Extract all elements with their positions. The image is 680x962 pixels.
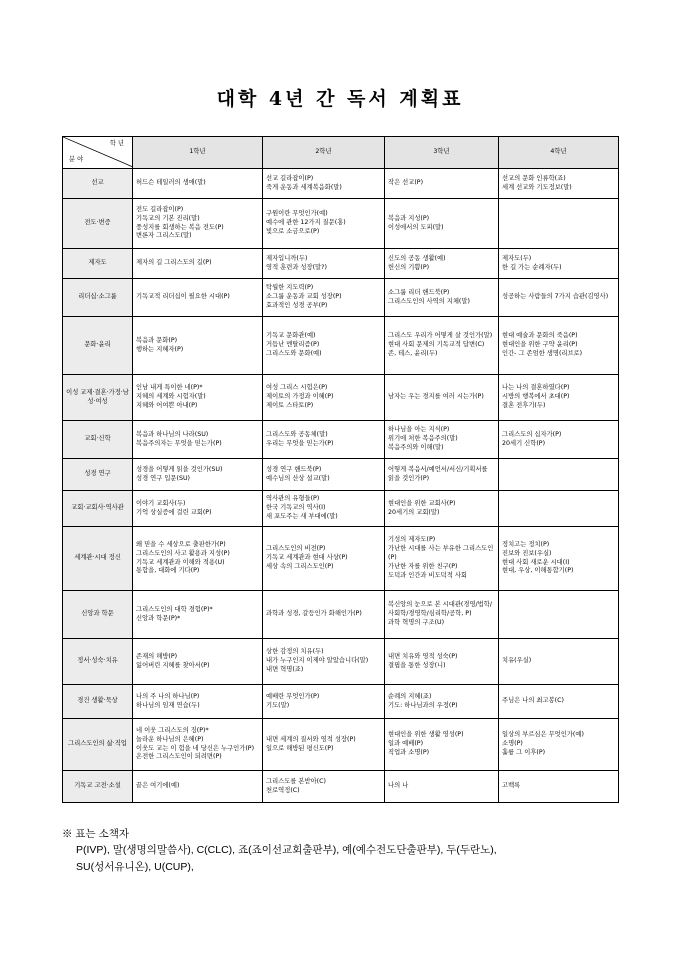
book-list-cell <box>133 421 263 459</box>
book-list-cell <box>133 317 263 375</box>
book-title: 존, 테스, 윤리(두) <box>388 349 438 357</box>
corner-header-cell <box>63 137 133 169</box>
book-list-cell <box>263 279 385 317</box>
book-list-cell <box>385 719 499 771</box>
book-list-cell <box>263 421 385 459</box>
book-title: 하나님을 아는 지식(P) <box>388 426 450 434</box>
book-title: 가난한 자를 위한 친구(P) <box>388 562 458 570</box>
book-title: 소그룹 리더 핸드북(P) <box>388 288 450 296</box>
book-title: 변론자 그리스도(말) <box>136 232 192 240</box>
book-title: 진보와 진보(우실) <box>502 549 552 557</box>
table-row <box>63 375 619 421</box>
book-title: 그리스도와 공동체(말) <box>266 430 328 438</box>
book-title: 세상 속의 그리스도인(P) <box>266 562 334 570</box>
book-title: 기성의 제자도(P) <box>388 536 436 544</box>
book-title: 나의 주 나의 하나님(P) <box>136 692 200 700</box>
book-list-cell <box>133 591 263 639</box>
book-title: 그리스도인의 사역의 지체(말) <box>388 297 470 305</box>
book-title: 기독교 문화관(예) <box>266 332 316 340</box>
book-title: 일으로 해방된 평신도(P) <box>266 744 334 752</box>
book-title: 내면 세계의 질서와 영적 성장(P) <box>266 735 356 743</box>
book-title: 제자입니까(두) <box>266 254 308 262</box>
book-list-cell <box>385 169 499 199</box>
book-list-cell <box>385 249 499 279</box>
book-title: 주님은 나의 최고봉(C) <box>502 697 564 705</box>
book-title: 영적 훈련과 성장(말?) <box>266 263 327 271</box>
corner-field-label: 분 야 <box>69 156 84 164</box>
book-list-cell <box>499 375 619 421</box>
book-title: 현대, 우상, 이해통합기(P) <box>502 567 574 575</box>
book-title: 결혼 전후기(두) <box>502 401 546 409</box>
book-title: 현대 사회 새로운 시대(I) <box>502 558 570 566</box>
book-list-cell <box>385 459 499 491</box>
book-list-cell <box>133 527 263 591</box>
table-row <box>63 719 619 771</box>
book-title: 구원이란 무엇인가(예) <box>266 210 328 218</box>
legend-line-2: SU(성서유니온), U(CUP), <box>76 860 194 873</box>
book-list-cell <box>499 527 619 591</box>
book-list-cell <box>385 317 499 375</box>
table-row <box>63 459 619 491</box>
book-title: 이웃도 교는 이 험을 네 당신은 누구인가(P) <box>136 744 255 752</box>
book-title: 그리스도의 십자가(P) <box>502 430 562 438</box>
year-header-4: 4학년 <box>499 137 619 169</box>
book-title: 성경 연구 입문(SU) <box>136 474 191 482</box>
category-cell: 정서·성숙·치유 <box>63 639 133 685</box>
year-header-3: 3학년 <box>385 137 499 169</box>
book-title: 제이토의 가정과 이혜(P) <box>266 393 334 401</box>
book-title: 현대인을 위한 구약 윤리(P) <box>502 341 578 349</box>
book-title: 여성 그리스 시험은(P) <box>266 384 328 392</box>
book-list-cell <box>499 771 619 803</box>
book-title: 한 길 가는 순례자(두) <box>502 263 562 271</box>
book-list-cell <box>263 639 385 685</box>
book-title: 소그룹 운동과 교회 성장(P) <box>266 293 342 301</box>
publisher-legend <box>62 826 497 875</box>
book-list-cell <box>263 685 385 719</box>
book-title: 상한 감정의 치유(두) <box>266 648 324 656</box>
year-header-1: 1학년 <box>133 137 263 169</box>
book-title: 네 이웃 그리스도의 징(P)* <box>136 726 209 734</box>
book-title: 기독교 세계관과 현대 사상(P) <box>266 554 348 562</box>
book-list-cell <box>385 375 499 421</box>
book-list-cell <box>499 249 619 279</box>
table-row <box>63 169 619 199</box>
book-title: 복음과 문화(P) <box>136 336 178 344</box>
table-header <box>63 137 619 169</box>
book-list-cell <box>385 199 499 249</box>
category-cell: 제자도 <box>63 249 133 279</box>
book-title: 일상의 부르심은 무엇인가(예) <box>502 731 584 739</box>
book-title: 기억 상실증에 걸린 교회(P) <box>136 508 212 516</box>
reading-plan-table <box>62 136 619 803</box>
book-title: 과학 혁명의 구조(U) <box>388 618 445 626</box>
book-list-cell <box>499 317 619 375</box>
category-cell: 선교 <box>63 169 133 199</box>
book-list-cell <box>133 249 263 279</box>
book-title: 인간- 그 존엄한 생명(리브로) <box>502 349 583 357</box>
book-title: 제이토 스타토(P) <box>266 401 314 409</box>
book-list-cell <box>499 279 619 317</box>
book-title: 성경을 어떻게 읽을 것인가(SU) <box>136 465 223 473</box>
book-title: 고백록 <box>502 782 521 790</box>
book-title: 현대 예술과 문화의 죽음(P) <box>502 332 578 340</box>
book-list-cell <box>499 719 619 771</box>
book-title: 행하는 지혜자(P) <box>136 345 184 353</box>
book-title: 빛으로 소금으로(P) <box>266 227 320 235</box>
category-cell: 그리스도인의 삶·직업 <box>63 719 133 771</box>
category-cell: 문화·윤리 <box>63 317 133 375</box>
book-title: 나는 나의 결혼하였다(P) <box>502 384 570 392</box>
category-cell: 교회·교회사·역사관 <box>63 491 133 527</box>
book-title: 훌륭 그 이후(P) <box>502 748 546 756</box>
book-title: 거듭난 멘탈리즘(P) <box>266 341 320 349</box>
book-title: 현대인을 위한 교회사(P) <box>388 499 456 507</box>
page-title: 대학 4년 간 독서 계획표 <box>216 88 464 110</box>
book-title: 복음주의자는 무엇을 믿는가(P) <box>136 439 222 447</box>
table-row <box>63 491 619 527</box>
book-list-cell <box>499 591 619 639</box>
book-title: 헌신의 기쁨(P) <box>388 263 430 271</box>
book-title: 위기에 처한 복음주의(말) <box>388 435 458 443</box>
book-title: 인남 내게 특이한 네(P)* <box>136 384 203 392</box>
book-title: 예배란 무엇인가(P) <box>266 692 320 700</box>
book-title: 예수님의 산상 설교(말) <box>266 474 330 482</box>
book-list-cell <box>263 249 385 279</box>
book-title: 지혜와 어여쁜 아내(P) <box>136 401 198 409</box>
book-list-cell <box>499 639 619 685</box>
table-row <box>63 199 619 249</box>
category-cell: 교회·신학 <box>63 421 133 459</box>
table-row <box>63 685 619 719</box>
book-list-cell <box>499 199 619 249</box>
book-title: 기도: 하나님과의 우정(P) <box>388 701 458 709</box>
book-title: 신앙과 학문(P)* <box>136 614 181 622</box>
book-title: 그리스도 우리가 어떻게 살 것인가(말) <box>388 332 493 340</box>
table-row <box>63 279 619 317</box>
book-title: 치유(우실) <box>502 657 532 665</box>
book-title: 전도 길라잡이(P) <box>136 205 184 213</box>
table-row <box>63 317 619 375</box>
book-list-cell <box>263 719 385 771</box>
book-title: 이야기 교회사(두) <box>136 499 186 507</box>
book-title: 일과 예배(P) <box>388 740 424 748</box>
book-title: 죽게 운동과 세계복음화(말) <box>266 183 342 191</box>
book-list-cell <box>263 491 385 527</box>
book-title: 내가 누구인지 이제야 알았습니다(말) <box>266 657 369 665</box>
legend-line-1: P(IVP), 말(생명의말씀사), C(CLC), 죠(죠이선교회출판부), 예(예수전도단출판부), 두(두란노), <box>76 844 497 857</box>
book-title: 끝은 여기에(예) <box>136 782 180 790</box>
book-list-cell <box>133 771 263 803</box>
book-list-cell <box>385 421 499 459</box>
book-title: 지혜의 세계와 시험자(말) <box>136 393 206 401</box>
book-title: 세계 선교와 기도정보(말) <box>502 183 572 191</box>
book-title: 한국 기독교의 역사(I) <box>266 504 326 512</box>
book-title: 내면 혁명(죠) <box>266 665 304 673</box>
book-title: 남자는 우는 경지를 여러 시는가(P) <box>388 393 484 401</box>
table-row <box>63 421 619 459</box>
book-list-cell <box>133 199 263 249</box>
book-title: 온전한 그리스도인이 되려면(P) <box>136 753 222 761</box>
book-title: 직업과 소명(P) <box>388 748 430 756</box>
table-row <box>63 527 619 591</box>
book-title: 탁월한 지도력(P) <box>266 284 314 292</box>
book-title: 도덕과 인간과 비도덕적 사회 <box>388 571 467 579</box>
book-list-cell <box>385 491 499 527</box>
book-list-cell <box>499 685 619 719</box>
book-list-cell <box>133 719 263 771</box>
book-list-cell <box>133 491 263 527</box>
book-title: 가난한 시대를 사는 부유한 그리스도인(P) <box>388 545 494 562</box>
book-list-cell <box>263 527 385 591</box>
book-title: 복음과 하나님의 나라(SU) <box>136 430 209 438</box>
book-list-cell <box>133 685 263 719</box>
category-cell: 이성 교제·결혼·가정·남성·여성 <box>63 375 133 421</box>
book-title: 천로역정(C) <box>266 786 300 794</box>
book-title: 내면 치유와 영적 성숙(P) <box>388 652 458 660</box>
table-row <box>63 639 619 685</box>
book-title: 시방의 행복에서 초대(P) <box>502 393 570 401</box>
book-list-cell <box>263 169 385 199</box>
category-cell: 경건 생활·묵상 <box>63 685 133 719</box>
book-title: 우리는 무엇을 믿는가(P) <box>266 439 334 447</box>
book-title: 그리스도를 본받아(C) <box>266 777 326 785</box>
book-list-cell <box>499 169 619 199</box>
book-title: 작은 선교(P) <box>388 179 424 187</box>
book-title: 기독교의 기본 진리(말) <box>136 214 200 222</box>
book-title: 현대인을 위한 생활 영성(P) <box>388 731 464 739</box>
book-title: 20세기 신학(P) <box>502 439 546 447</box>
book-list-cell <box>133 279 263 317</box>
book-title: 복음과 지성(P) <box>388 214 430 222</box>
book-title: 그리스도와 문화(예) <box>266 349 322 357</box>
book-title: 예수에 관한 12가지 질문(홍) <box>266 219 346 227</box>
table-row <box>63 771 619 803</box>
book-title: 선교의 문화 인류학(죠) <box>502 174 566 182</box>
book-title: 효과적인 성경 공부(P) <box>266 301 328 309</box>
book-title: 신도의 공동 생활(예) <box>388 254 446 262</box>
book-title: 성경 연구 핸드북(P) <box>266 465 322 473</box>
book-list-cell <box>133 169 263 199</box>
book-title: 결핍을 통한 성장(니) <box>388 661 446 669</box>
book-title: 그리스도인의 대학 경험(P)* <box>136 605 213 613</box>
legend-heading: ※ 표는 소책자 <box>62 828 130 840</box>
book-title: 이성에서의 도피(말) <box>388 223 444 231</box>
book-list-cell <box>263 771 385 803</box>
book-title: 새 포도주는 새 부대에(말) <box>266 512 338 520</box>
book-list-cell <box>385 771 499 803</box>
corner-year-label: 학 년 <box>109 140 124 147</box>
book-title: 정치고는 정치(P) <box>502 540 550 548</box>
book-title: 제자도(두) <box>502 254 532 262</box>
book-list-cell <box>263 199 385 249</box>
book-title: 어떻게 복음서/예언서/서신/기획서를 읽을 것인가(P) <box>388 465 488 482</box>
book-list-cell <box>263 459 385 491</box>
book-title: 성공하는 사람들의 7가지 습관(김영사) <box>502 293 609 301</box>
book-title: 20세기의 교회(말) <box>388 508 440 516</box>
table-row <box>63 249 619 279</box>
book-title: 현대 사회 문제의 기독교적 답변(C) <box>388 341 485 349</box>
book-title: 제자의 길 그리스도의 길(P) <box>136 259 212 267</box>
category-cell: 성경 연구 <box>63 459 133 491</box>
book-list-cell <box>385 639 499 685</box>
book-list-cell <box>499 459 619 491</box>
book-list-cell <box>499 421 619 459</box>
book-title: 그리스도인의 비전(P) <box>266 545 326 553</box>
book-title: 기독교 세계관과 이해와 적용(U) <box>136 558 225 566</box>
book-title: 존재의 해방(P) <box>136 652 178 660</box>
book-title: 과학과 성경, 갈등인가 화해인가(P) <box>266 610 362 618</box>
book-title: 선교 길라잡이(P) <box>266 174 314 182</box>
book-title: 나의 나 <box>388 782 409 790</box>
book-title: 그리스도인의 사고 활용과 지성(P) <box>136 549 230 557</box>
book-title: 하나님의 임재 연습(두) <box>136 701 200 709</box>
book-title: 복음주의와 이해(말) <box>388 443 444 451</box>
book-list-cell <box>385 527 499 591</box>
book-title: 놀라운 하나님의 은혜(P) <box>136 735 204 743</box>
book-title: 기도(말) <box>266 701 290 709</box>
year-header-2: 2학년 <box>263 137 385 169</box>
book-title: 왜 믿을 수 세상으로 출판한가(P) <box>136 540 226 548</box>
category-cell: 기독교 고전·소설 <box>63 771 133 803</box>
category-cell: 신앙과 학문 <box>63 591 133 639</box>
book-title: 복신앙의 눈으로 본 시대관(경영/법학/사회학/경영학/심리학/공학, P) <box>388 601 492 618</box>
book-title: 기독교적 리더십이 필요한 시대(P) <box>136 293 230 301</box>
book-list-cell <box>133 375 263 421</box>
book-list-cell <box>263 591 385 639</box>
book-list-cell <box>499 491 619 527</box>
book-title: 순례의 지혜(죠) <box>388 692 432 700</box>
category-cell: 전도·변증 <box>63 199 133 249</box>
book-list-cell <box>385 591 499 639</box>
book-title: 허드슨 테일러의 생애(말) <box>136 179 206 187</box>
table-body <box>63 169 619 803</box>
book-list-cell <box>263 375 385 421</box>
book-title: 역사관의 유형들(P) <box>266 495 320 503</box>
book-title: 소명(P) <box>502 740 523 748</box>
book-list-cell <box>385 279 499 317</box>
book-list-cell <box>263 317 385 375</box>
book-list-cell <box>385 685 499 719</box>
book-list-cell <box>133 639 263 685</box>
book-list-cell <box>133 459 263 491</box>
category-cell: 세계관·시대 정신 <box>63 527 133 591</box>
table-row <box>63 591 619 639</box>
book-title: 풍성지를 회생하는 복음 전도(P) <box>136 223 224 231</box>
book-title: 통합을, 대화에 기다(P) <box>136 567 200 575</box>
book-title: 잃어버린 지혜를 찾아서(P) <box>136 661 210 669</box>
category-cell: 리더십·소그룹 <box>63 279 133 317</box>
